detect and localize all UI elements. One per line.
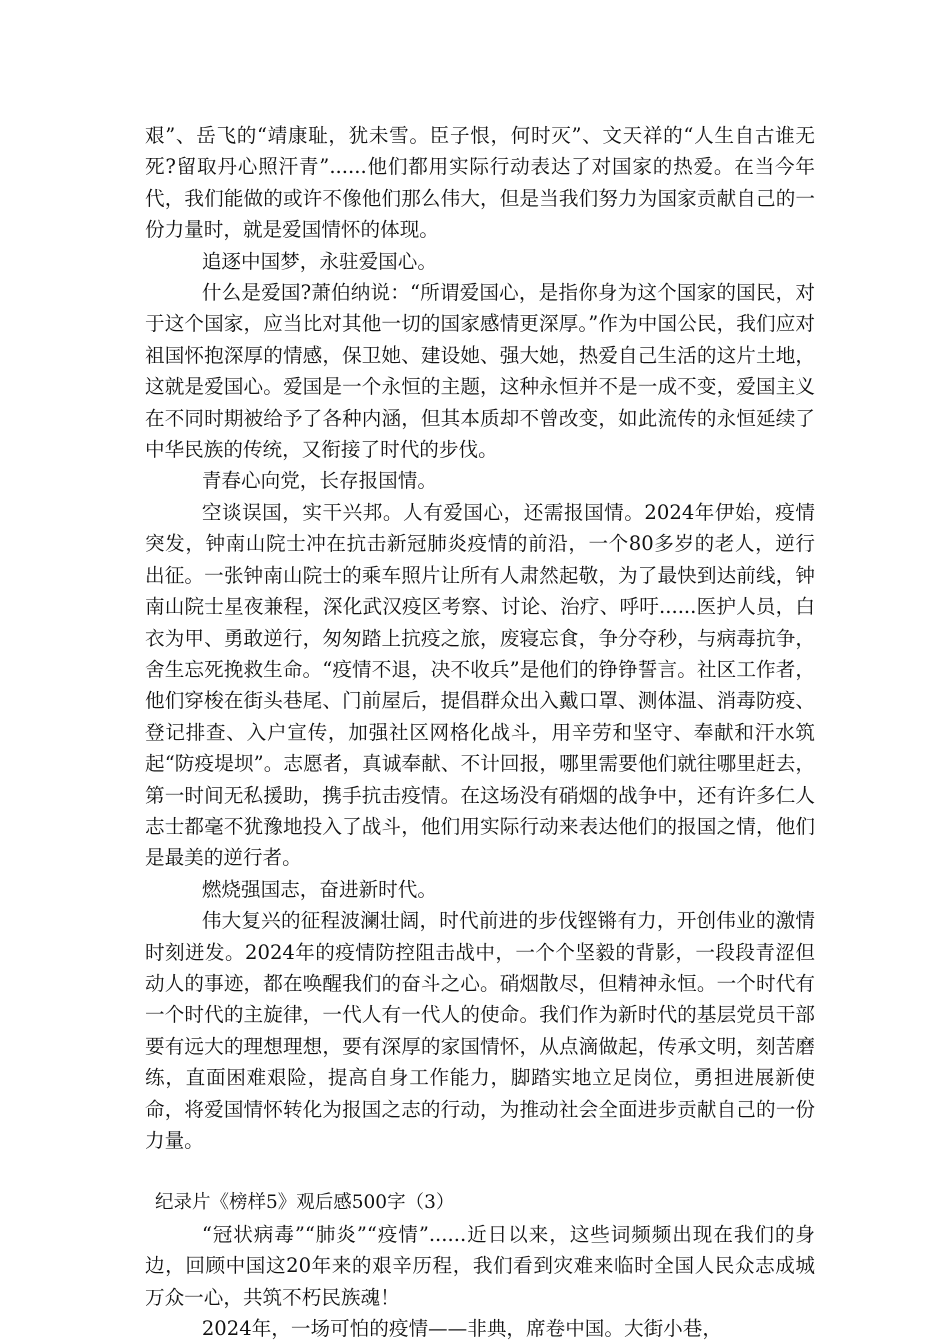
paragraph-coronavirus-intro: “冠状病毒”“肺炎”“疫情”......近日以来，这些词频频出现在我们的身边，回顾中国这20年来的艰辛历程，我们看到灾难来临时全国人民众志成城万众一心，共筑不朽民族魂！ xyxy=(145,1222,815,1309)
paragraph-sars: 2024年，一场可怕的疫情——非典，席卷中国。大街小巷， xyxy=(201,1317,722,1341)
section-title: 纪录片《榜样5》观后感500字（3） xyxy=(155,1192,455,1214)
section-spacer xyxy=(145,1156,815,1187)
paragraph-what-is-patriotism: 什么是爱国?萧伯纳说：“所谓爱国心，是指你身为这个国家的国民，对于这个国家，应当比对其他一切的国家感情更深厚。”作为中国公民，我们应对祖国怀抱深厚的情感，保卫她、建设她、强大她，热爱自己生活的这片土地，这就是爱国心。爱国是一个永恒的主题，这种永恒并不是一成不变，爱国主义在不同时期被给予了各种内涵，但其本质却不曾改变，如此流传的永恒延续了中华民族的传统，又衔接了时代的步伐。 xyxy=(145,281,815,462)
heading-strong-nation: 燃烧强国志，奋进新时代。 xyxy=(201,877,437,901)
paragraph-patriots: 艰”、岳飞的“靖康耻，犹未雪。臣子恨，何时灭”、文天祥的“人生自古谁无死?留取丹心照汗青”......他们都用实际行动表达了对国家的热爱。在当今年代，我们能做的或许不像他们那么伟大，但是当我们努力为国家贡献自己的一份力量时，就是爱国情怀的体现。 xyxy=(145,124,815,242)
paragraph-epidemic-fighters: 空谈误国，实干兴邦。人有爱国心，还需报国情。2024年伊始，疫情突发，钟南山院士冲在抗击新冠肺炎疫情的前沿，一个80多岁的老人，逆行出征。一张钟南山院士的乘车照片让所有人肃然起敬，为了最快到达前线，钟南山院士星夜兼程，深化武汉疫区考察、讨论、治疗、呼吁......医护人员，白衣为甲、勇敢逆行，匆匆踏上抗疫之旅，废寝忘食，争分夺秒，与病毒抗争，舍生忘死挽救生命。“疫情不退，决不收兵”是他们的铮铮誓言。社区工作者，他们穿梭在街头巷尾、门前屋后，提倡群众出入戴口罩、测体温、消毒防疫、登记排查、入户宣传，加强社区网格化战斗，用辛劳和坚守、奉献和汗水筑起“防疫堤坝”。志愿者，真诚奉献、不计回报，哪里需要他们就往哪里赶去，第一时间无私援助，携手抗击疫情。在这场没有硝烟的战争中，还有许多仁人志士都毫不犹豫地投入了战斗，他们用实际行动来表达他们的报国之情，他们是最美的逆行者。 xyxy=(145,500,815,870)
heading-chinese-dream: 追逐中国梦，永驻爱国心。 xyxy=(201,249,437,273)
heading-youth-heart: 青春心向党，长存报国情。 xyxy=(201,469,437,493)
paragraph-great-rejuvenation: 伟大复兴的征程波澜壮阔，时代前进的步伐铿锵有力，开创伟业的激情时刻迸发。2024年的疫情防控阻击战中，一个个坚毅的背影，一段段青涩但动人的事迹，都在唤醒我们的奋斗之心。硝烟散尽，但精神永恒。一个时代有一个时代的主旋律，一代人有一代人的使命。我们作为新时代的基层党员干部要有远大的理想理想，要有深厚的家国情怀，从点滴做起，传承文明，刻苦磨练，直面困难艰险，提高自身工作能力，脚踏实地立足岗位，勇担进展新使命，将爱国情怀转化为报国之志的行动，为推动社会全面进步贡献自己的一份力量。 xyxy=(145,909,815,1152)
document-body xyxy=(145,120,815,1344)
